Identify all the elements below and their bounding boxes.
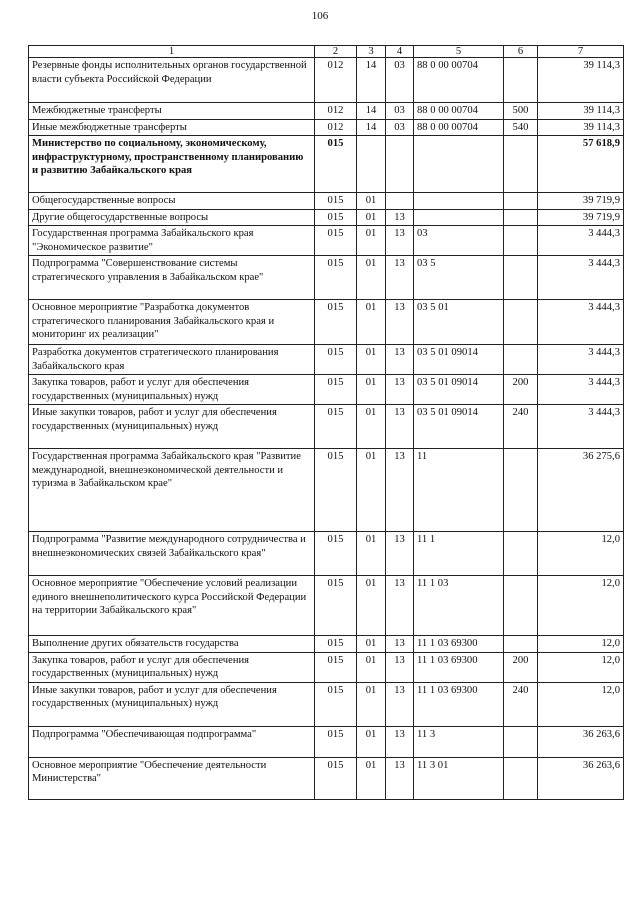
row-name-cell: Государственная программа Забайкальского края "Развитие международной, внешнеэкономической деятельности и туризма в Забайкальском крае" [29, 449, 315, 532]
section-code-cell: 01 [357, 300, 386, 345]
row-name-cell: Закупка товаров, работ и услуг для обеспечения государственных (муниципальных) нужд [29, 652, 315, 682]
expense-type-cell [504, 449, 538, 532]
amount-cell: 3 444,3 [538, 300, 624, 345]
subsection-code-cell: 13 [386, 256, 414, 300]
row-name-cell: Межбюджетные трансферты [29, 103, 315, 120]
section-code-cell: 14 [357, 58, 386, 103]
subsection-code-cell: 13 [386, 300, 414, 345]
expense-type-cell [504, 726, 538, 757]
column-number: 2 [315, 46, 357, 58]
subsection-code-cell: 13 [386, 576, 414, 636]
row-name-cell: Министерство по социальному, экономическому, инфраструктурному, пространственному планированию и развитию Забайкальского края [29, 136, 315, 193]
expense-type-cell [504, 300, 538, 345]
subsection-code-cell: 03 [386, 119, 414, 136]
section-code-cell: 01 [357, 226, 386, 256]
table-row [29, 300, 624, 345]
section-code-cell: 01 [357, 345, 386, 375]
ministry-code-cell: 015 [315, 757, 357, 799]
section-code-cell: 01 [357, 757, 386, 799]
row-name-cell: Иные закупки товаров, работ и услуг для обеспечения государственных (муниципальных) нужд [29, 405, 315, 449]
expense-type-cell [504, 636, 538, 653]
amount-cell: 39 114,3 [538, 119, 624, 136]
target-article-cell: 03 5 01 [414, 300, 504, 345]
column-number: 3 [357, 46, 386, 58]
ministry-code-cell: 012 [315, 119, 357, 136]
row-name-cell: Выполнение других обязательств государства [29, 636, 315, 653]
target-article-cell: 03 5 [414, 256, 504, 300]
subsection-code-cell [386, 136, 414, 193]
table-row [29, 636, 624, 653]
row-name-cell: Общегосударственные вопросы [29, 193, 315, 210]
expense-type-cell [504, 757, 538, 799]
amount-cell: 12,0 [538, 682, 624, 726]
section-code-cell: 01 [357, 576, 386, 636]
subsection-code-cell: 13 [386, 449, 414, 532]
target-article-cell: 11 1 03 69300 [414, 652, 504, 682]
subsection-code-cell: 13 [386, 636, 414, 653]
ministry-code-cell: 012 [315, 58, 357, 103]
row-name-cell: Основное мероприятие "Разработка документов стратегического планирования Забайкальского края и мониторинг их реализации" [29, 300, 315, 345]
subsection-code-cell: 13 [386, 532, 414, 576]
expense-type-cell: 500 [504, 103, 538, 120]
section-code-cell: 14 [357, 103, 386, 120]
row-name-cell: Основное мероприятие "Обеспечение деятельности Министерства" [29, 757, 315, 799]
subsection-code-cell: 13 [386, 226, 414, 256]
target-article-cell: 88 0 00 00704 [414, 58, 504, 103]
table-row [29, 726, 624, 757]
subsection-code-cell: 13 [386, 375, 414, 405]
amount-cell: 3 444,3 [538, 256, 624, 300]
expense-type-cell: 200 [504, 375, 538, 405]
ministry-code-cell: 015 [315, 576, 357, 636]
ministry-code-cell: 015 [315, 226, 357, 256]
ministry-code-cell: 012 [315, 103, 357, 120]
row-name-cell: Закупка товаров, работ и услуг для обеспечения государственных (муниципальных) нужд [29, 375, 315, 405]
budget-table [28, 45, 624, 800]
target-article-cell: 03 5 01 09014 [414, 405, 504, 449]
table-row [29, 193, 624, 210]
expense-type-cell [504, 58, 538, 103]
expense-type-cell [504, 576, 538, 636]
table-row [29, 449, 624, 532]
ministry-code-cell: 015 [315, 682, 357, 726]
subsection-code-cell [386, 193, 414, 210]
target-article-cell: 11 [414, 449, 504, 532]
table-row [29, 256, 624, 300]
expense-type-cell: 240 [504, 682, 538, 726]
target-article-cell: 11 1 [414, 532, 504, 576]
table-row [29, 405, 624, 449]
ministry-code-cell: 015 [315, 136, 357, 193]
expense-type-cell [504, 532, 538, 576]
section-code-cell: 01 [357, 256, 386, 300]
subsection-code-cell: 13 [386, 682, 414, 726]
section-code-cell: 01 [357, 449, 386, 532]
ministry-code-cell: 015 [315, 345, 357, 375]
amount-cell: 12,0 [538, 636, 624, 653]
subsection-code-cell: 03 [386, 58, 414, 103]
ministry-code-cell: 015 [315, 193, 357, 210]
column-number-row [29, 46, 624, 58]
amount-cell: 36 263,6 [538, 757, 624, 799]
amount-cell: 12,0 [538, 532, 624, 576]
column-number: 1 [29, 46, 315, 58]
row-name-cell: Подпрограмма "Совершенствование системы стратегического управления в Забайкальском крае" [29, 256, 315, 300]
section-code-cell: 01 [357, 193, 386, 210]
subsection-code-cell: 13 [386, 652, 414, 682]
row-name-cell: Подпрограмма "Обеспечивающая подпрограмма" [29, 726, 315, 757]
ministry-code-cell: 015 [315, 636, 357, 653]
expense-type-cell [504, 226, 538, 256]
amount-cell: 3 444,3 [538, 405, 624, 449]
table-row [29, 103, 624, 120]
ministry-code-cell: 015 [315, 256, 357, 300]
amount-cell: 12,0 [538, 576, 624, 636]
target-article-cell [414, 209, 504, 226]
ministry-code-cell: 015 [315, 300, 357, 345]
target-article-cell: 11 3 01 [414, 757, 504, 799]
row-name-cell: Подпрограмма "Развитие международного сотрудничества и внешнеэкономических связей Забайкальского края" [29, 532, 315, 576]
table-row [29, 532, 624, 576]
table-row [29, 58, 624, 103]
table-row [29, 757, 624, 799]
row-name-cell: Основное мероприятие "Обеспечение условий реализации единого внешнеполитического курса Российской Федерации на территории Забайкальского края" [29, 576, 315, 636]
expense-type-cell: 240 [504, 405, 538, 449]
target-article-cell: 11 1 03 [414, 576, 504, 636]
subsection-code-cell: 13 [386, 405, 414, 449]
subsection-code-cell: 13 [386, 757, 414, 799]
ministry-code-cell: 015 [315, 532, 357, 576]
expense-type-cell [504, 256, 538, 300]
page-number: 106 [311, 10, 329, 22]
section-code-cell [357, 136, 386, 193]
ministry-code-cell: 015 [315, 209, 357, 226]
amount-cell: 3 444,3 [538, 226, 624, 256]
amount-cell: 3 444,3 [538, 375, 624, 405]
amount-cell: 36 263,6 [538, 726, 624, 757]
table-row [29, 136, 624, 193]
table-row [29, 576, 624, 636]
column-number: 7 [538, 46, 624, 58]
section-code-cell: 01 [357, 405, 386, 449]
row-name-cell: Государственная программа Забайкальского края "Экономическое развитие" [29, 226, 315, 256]
expense-type-cell: 540 [504, 119, 538, 136]
amount-cell: 3 444,3 [538, 345, 624, 375]
section-code-cell: 14 [357, 119, 386, 136]
section-code-cell: 01 [357, 682, 386, 726]
target-article-cell: 11 1 03 69300 [414, 636, 504, 653]
section-code-cell: 01 [357, 209, 386, 226]
expense-type-cell [504, 345, 538, 375]
amount-cell: 39 114,3 [538, 103, 624, 120]
target-article-cell: 03 5 01 09014 [414, 375, 504, 405]
table-row [29, 682, 624, 726]
section-code-cell: 01 [357, 652, 386, 682]
expense-type-cell [504, 136, 538, 193]
target-article-cell: 11 1 03 69300 [414, 682, 504, 726]
section-code-cell: 01 [357, 726, 386, 757]
ministry-code-cell: 015 [315, 375, 357, 405]
table-row [29, 209, 624, 226]
target-article-cell: 88 0 00 00704 [414, 119, 504, 136]
row-name-cell: Другие общегосударственные вопросы [29, 209, 315, 226]
row-name-cell: Резервные фонды исполнительных органов государственной власти субъекта Российской Федерации [29, 58, 315, 103]
target-article-cell: 11 3 [414, 726, 504, 757]
ministry-code-cell: 015 [315, 726, 357, 757]
ministry-code-cell: 015 [315, 405, 357, 449]
amount-cell: 12,0 [538, 652, 624, 682]
expense-type-cell: 200 [504, 652, 538, 682]
row-name-cell: Иные закупки товаров, работ и услуг для обеспечения государственных (муниципальных) нужд [29, 682, 315, 726]
table-row [29, 226, 624, 256]
column-number: 4 [386, 46, 414, 58]
subsection-code-cell: 03 [386, 103, 414, 120]
expense-type-cell [504, 209, 538, 226]
amount-cell: 39 114,3 [538, 58, 624, 103]
target-article-cell: 03 [414, 226, 504, 256]
subsection-code-cell: 13 [386, 345, 414, 375]
target-article-cell: 88 0 00 00704 [414, 103, 504, 120]
subsection-code-cell: 13 [386, 726, 414, 757]
subsection-code-cell: 13 [386, 209, 414, 226]
target-article-cell [414, 136, 504, 193]
column-number: 6 [504, 46, 538, 58]
table-row [29, 119, 624, 136]
section-code-cell: 01 [357, 532, 386, 576]
target-article-cell [414, 193, 504, 210]
table-row [29, 345, 624, 375]
amount-cell: 57 618,9 [538, 136, 624, 193]
table-row [29, 375, 624, 405]
row-name-cell: Разработка документов стратегического планирования Забайкальского края [29, 345, 315, 375]
section-code-cell: 01 [357, 375, 386, 405]
target-article-cell: 03 5 01 09014 [414, 345, 504, 375]
amount-cell: 36 275,6 [538, 449, 624, 532]
table-row [29, 652, 624, 682]
section-code-cell: 01 [357, 636, 386, 653]
amount-cell: 39 719,9 [538, 193, 624, 210]
ministry-code-cell: 015 [315, 652, 357, 682]
expense-type-cell [504, 193, 538, 210]
column-number: 5 [414, 46, 504, 58]
row-name-cell: Иные межбюджетные трансферты [29, 119, 315, 136]
amount-cell: 39 719,9 [538, 209, 624, 226]
ministry-code-cell: 015 [315, 449, 357, 532]
